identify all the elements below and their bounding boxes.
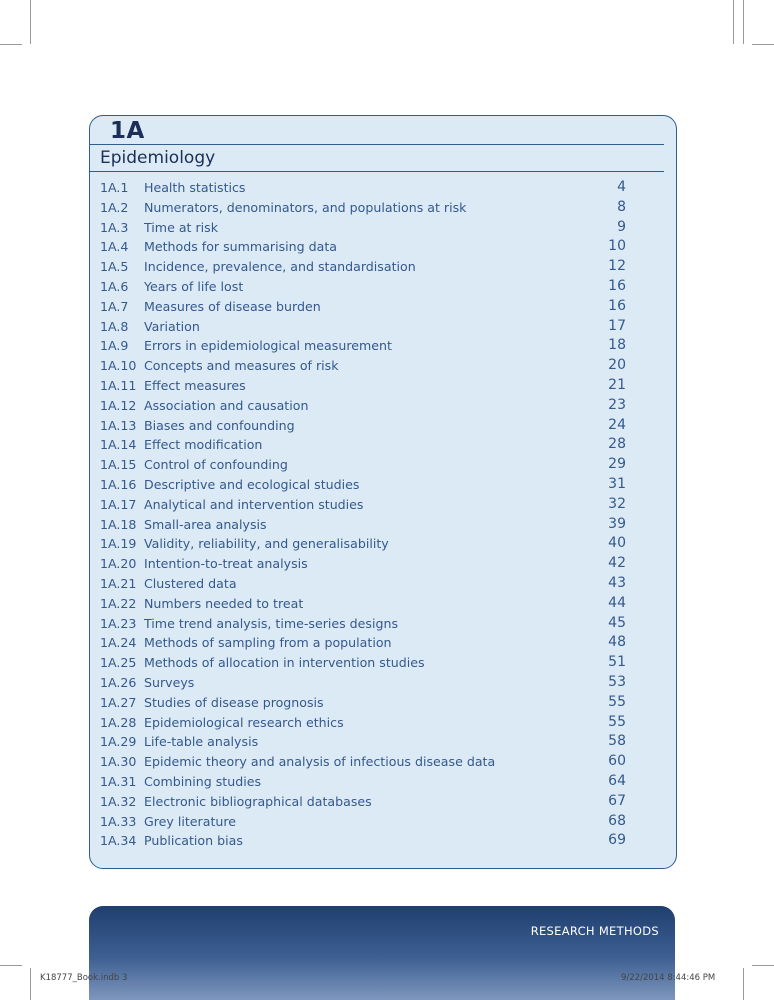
toc-entry-page: 40 <box>608 535 626 552</box>
toc-entry-page: 64 <box>608 772 626 789</box>
toc-entry <box>100 435 636 455</box>
toc-entry-number: 1A.19 <box>100 536 137 552</box>
toc-entry-page: 16 <box>608 297 626 314</box>
toc-entry <box>100 376 636 396</box>
title-rule-bottom <box>89 171 664 172</box>
toc-entry <box>100 792 636 812</box>
toc-entry-number: 1A.8 <box>100 318 129 334</box>
toc-entry-page: 55 <box>608 693 626 710</box>
toc-entry-number: 1A.20 <box>100 556 137 572</box>
toc-entry-number: 1A.10 <box>100 358 137 374</box>
toc-entry-number: 1A.23 <box>100 615 137 631</box>
toc-entry-number: 1A.26 <box>100 674 137 690</box>
crop-mark <box>743 968 744 1000</box>
toc-entry-page: 12 <box>608 258 626 275</box>
toc-entry-title: Validity, reliability, and generalisability <box>144 536 389 552</box>
toc-entry-page: 21 <box>608 376 626 393</box>
toc-entry-number: 1A.22 <box>100 595 137 611</box>
toc-entry <box>100 772 636 792</box>
toc-entry-page: 4 <box>617 179 626 195</box>
toc-entry-number: 1A.5 <box>100 259 129 275</box>
toc-entry-page: 43 <box>608 574 626 591</box>
toc-entry <box>100 218 636 238</box>
toc-entry-page: 10 <box>608 238 626 255</box>
toc-entry-number: 1A.29 <box>100 734 137 750</box>
toc-entry-title: Numbers needed to treat <box>144 595 304 611</box>
toc-entry <box>100 277 636 297</box>
toc-entry-page: 29 <box>608 456 626 473</box>
toc-entry <box>100 237 636 257</box>
toc-entry-title: Publication bias <box>144 833 243 849</box>
toc-entry-page: 32 <box>608 495 626 512</box>
toc-entry-number: 1A.16 <box>100 476 137 492</box>
toc-entry <box>100 534 636 554</box>
title-rule-top <box>89 144 664 145</box>
toc-entry-page: 23 <box>608 396 626 413</box>
toc-entry-number: 1A.33 <box>100 813 137 829</box>
toc-entry-title: Studies of disease prognosis <box>144 694 324 710</box>
toc-entry-number: 1A.2 <box>100 199 129 215</box>
crop-mark <box>30 0 31 44</box>
toc-entry-title: Surveys <box>144 674 195 690</box>
toc-entry <box>100 614 636 634</box>
crop-mark <box>752 44 774 45</box>
toc-entry-title: Epidemiological research ethics <box>144 714 344 730</box>
toc-entry-title: Concepts and measures of risk <box>144 358 339 374</box>
toc-entry-number: 1A.4 <box>100 239 129 255</box>
toc-entry-page: 53 <box>608 673 626 690</box>
toc-entry <box>100 713 636 733</box>
toc-entry-title: Methods of allocation in intervention studies <box>144 655 425 671</box>
toc-entry <box>100 693 636 713</box>
toc-entry-page: 20 <box>608 357 626 374</box>
toc-entry-number: 1A.24 <box>100 635 137 651</box>
section-title: Epidemiology <box>100 148 216 168</box>
toc-entry-title: Years of life lost <box>144 278 244 294</box>
toc-entry <box>100 653 636 673</box>
toc-entry-number: 1A.9 <box>100 338 129 354</box>
toc-entry <box>100 317 636 337</box>
toc-entry <box>100 812 636 832</box>
toc-entry-number: 1A.15 <box>100 457 137 473</box>
toc-entry-number: 1A.14 <box>100 437 137 453</box>
toc-entry-number: 1A.18 <box>100 516 137 532</box>
crop-mark <box>743 0 744 44</box>
toc-entry-title: Grey literature <box>144 813 237 829</box>
toc-entry <box>100 416 636 436</box>
toc-entry-number: 1A.6 <box>100 278 129 294</box>
toc-entry-number: 1A.32 <box>100 793 137 809</box>
toc-entry-number: 1A.13 <box>100 417 137 433</box>
toc-entry <box>100 633 636 653</box>
toc-entry-title: Incidence, prevalence, and standardisation <box>144 259 416 275</box>
toc-entry <box>100 574 636 594</box>
toc-entry-number: 1A.3 <box>100 219 129 235</box>
toc-entry-page: 45 <box>608 614 626 631</box>
toc-entry-page: 58 <box>608 733 626 750</box>
toc-entry <box>100 455 636 475</box>
toc-entry <box>100 475 636 495</box>
toc-entry-title: Association and causation <box>144 397 309 413</box>
toc-entry-title: Combining studies <box>144 773 262 789</box>
toc-entry-number: 1A.31 <box>100 773 137 789</box>
toc-entry-page: 28 <box>608 436 626 453</box>
toc-entry-title: Variation <box>144 318 200 334</box>
toc-entry <box>100 831 636 851</box>
print-slug-timestamp: 9/22/2014 8:44:46 PM <box>621 973 716 983</box>
print-slug-file: K18777_Book.indb 3 <box>40 973 128 983</box>
toc-entry <box>100 495 636 515</box>
toc-entry-page: 16 <box>608 277 626 294</box>
toc-entry-page: 55 <box>608 713 626 730</box>
crop-mark <box>0 965 22 966</box>
toc-entry-title: Methods of sampling from a population <box>144 635 392 651</box>
toc-entry-title: Numerators, denominators, and populations at risk <box>144 199 467 215</box>
toc-entry-title: Errors in epidemiological measurement <box>144 338 392 354</box>
toc-entry-number: 1A.27 <box>100 694 137 710</box>
toc-entry-number: 1A.12 <box>100 397 137 413</box>
toc-entry-number: 1A.30 <box>100 754 137 770</box>
toc-entry-title: Time trend analysis, time-series designs <box>144 615 399 631</box>
toc-entry-page: 31 <box>608 475 626 492</box>
toc-entry-page: 9 <box>617 218 626 235</box>
toc-list <box>100 178 636 851</box>
toc-entry-number: 1A.1 <box>100 180 129 195</box>
toc-entry-page: 44 <box>608 594 626 611</box>
toc-entry-title: Intention-to-treat analysis <box>144 556 308 572</box>
toc-entry <box>100 198 636 218</box>
toc-entry <box>100 515 636 535</box>
toc-entry-page: 42 <box>608 555 626 572</box>
toc-entry-title: Epidemic theory and analysis of infectious disease data <box>144 754 496 770</box>
toc-entry-number: 1A.28 <box>100 714 137 730</box>
toc-entry-title: Small-area analysis <box>144 516 267 532</box>
footer-band <box>89 906 675 1000</box>
toc-entry-page: 67 <box>608 792 626 809</box>
toc-entry-number: 1A.21 <box>100 575 137 591</box>
toc-entry-number: 1A.7 <box>100 298 129 314</box>
toc-entry-title: Clustered data <box>144 575 237 591</box>
toc-entry-page: 18 <box>608 337 626 354</box>
toc-entry <box>100 594 636 614</box>
crop-mark <box>30 968 31 1000</box>
footer-label: RESEARCH METHODS <box>530 924 659 938</box>
toc-entry-title: Analytical and intervention studies <box>144 496 364 512</box>
crop-mark <box>0 44 22 45</box>
toc-entry <box>100 297 636 317</box>
toc-entry-title: Descriptive and ecological studies <box>144 476 360 492</box>
toc-entry-page: 60 <box>608 753 626 770</box>
toc-entry-page: 8 <box>617 198 626 215</box>
toc-entry-title: Control of confounding <box>144 457 288 473</box>
toc-entry-page: 48 <box>608 634 626 651</box>
toc-entry-page: 24 <box>608 416 626 433</box>
toc-entry-page: 68 <box>608 812 626 829</box>
toc-entry-title: Time at risk <box>144 219 219 235</box>
crop-mark <box>752 965 774 966</box>
toc-entry <box>100 396 636 416</box>
toc-entry-title: Electronic bibliographical databases <box>144 793 372 809</box>
toc-entry-number: 1A.17 <box>100 496 137 512</box>
toc-entry <box>100 732 636 752</box>
toc-entry-number: 1A.25 <box>100 655 137 671</box>
toc-entry-page: 39 <box>608 515 626 532</box>
toc-entry <box>100 336 636 356</box>
crop-mark <box>733 0 734 44</box>
toc-entry-page: 17 <box>608 317 626 334</box>
toc-entry-title: Measures of disease burden <box>144 298 321 314</box>
toc-entry <box>100 178 636 198</box>
toc-entry-title: Methods for summarising data <box>144 239 337 255</box>
toc-entry-title: Effect measures <box>144 377 246 393</box>
toc-entry-number: 1A.11 <box>100 377 137 393</box>
toc-entry-title: Health statistics <box>144 180 246 195</box>
toc-entry <box>100 257 636 277</box>
toc-entry-title: Effect modification <box>144 437 263 453</box>
toc-entry-page: 69 <box>608 832 626 849</box>
toc-entry <box>100 752 636 772</box>
toc-entry-title: Biases and confounding <box>144 417 295 433</box>
toc-entry <box>100 554 636 574</box>
toc-entry-title: Life-table analysis <box>144 734 259 750</box>
toc-entry-number: 1A.34 <box>100 833 137 849</box>
toc-entry <box>100 356 636 376</box>
toc-entry-page: 51 <box>608 654 626 671</box>
toc-entry <box>100 673 636 693</box>
section-number: 1A <box>110 118 145 144</box>
